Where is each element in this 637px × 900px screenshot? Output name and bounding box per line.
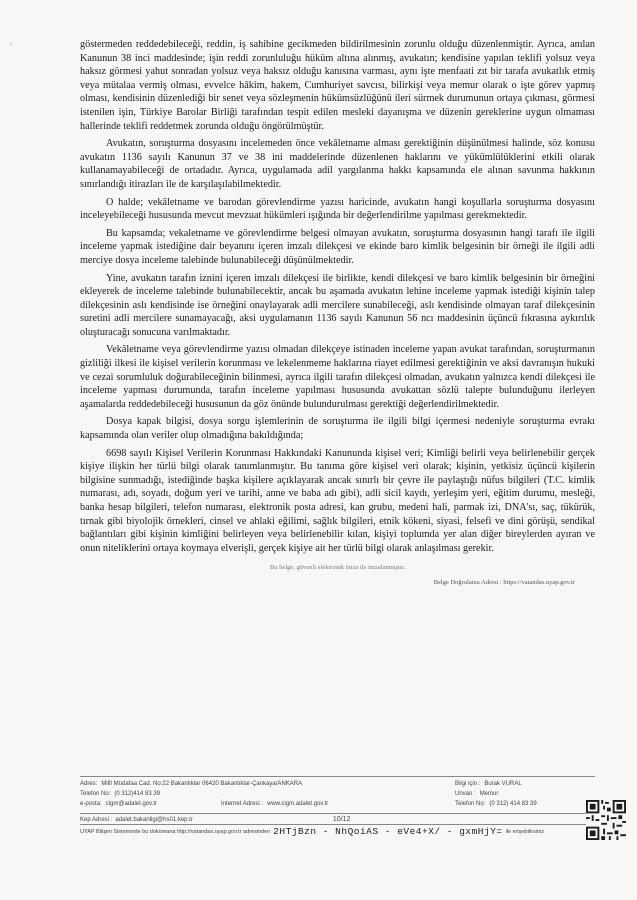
paragraph-2: Avukatın, soruşturma dosyasını incelemeden önce vekâletname alması gerektiğinin düşünülmesi halinde, söz konusu avukatın 1136 sayılı Kanunun 37 ve 38 ini maddelerinde düzenlenen haklarını ve yükümlülüklerini etkili olarak kullanamayabileceği de ortadadır. Ayrıca, uygulamada adil yargılanma hakkı kapsamında ele alınan savunma hakkının sınırlandığı itirazları ile de karşılaşılabilmektedir.	[80, 138, 595, 190]
address-label: Adres:	[80, 781, 98, 787]
email-label: e-posta:	[80, 801, 102, 807]
verification-label: Belge Doğrulama Adresi :	[433, 578, 502, 586]
info-label: Bilgi için :	[455, 781, 481, 787]
address-value: Millî Müdafaa Cad. No:22 Bakanlıklar 06420 Bakanlıklar-Çankaya/ANKARA	[101, 781, 303, 787]
phone-label: Telefon No:	[80, 791, 111, 797]
paragraph-4: Bu kapsamda; vekaletname ve görevlendirme belgesi olmayan avukatın, soruşturma dosyasının hangi tarafı ile ilgili inceleme yapmak istediğine dair beyanını içeren imzalı dilekçesi ve ekinde baro kimlik belgesinin bir örneği ile ilgili adli merciye dosya inceleme talebinde bulunabileceği düşünülmektedir.	[80, 227, 595, 266]
title-value: Memur	[479, 791, 499, 797]
uyap-access-post: ile erişebilirsiniz	[505, 828, 545, 835]
verification-line	[80, 576, 575, 590]
title-label: Unvan :	[455, 791, 476, 797]
phone2-label: Telefon No:	[455, 801, 486, 807]
kep-value: adalet.bakanligi@hs01.kep.tr	[115, 816, 193, 823]
paragraph-5: Yine, avukatın tarafın iznini içeren imzalı dilekçesi ile birlikte, kendi dilekçesi ve baro kimlik belgesinin bir örneğini ekleyerek de inceleme talebinde bulunabilecektir, ancak bu aşamada avukatın lehine inceleme yapmak istediği kişinin talep dilekçesinin aslı kendisinde ise örneğini onaylayarak adli mercilere sunabileceği, aslı kendisinde olmayan taraf dilekçesinin suretini adli mercilere sunamayacağı, aksi uygulamanın 1136 sayılı Kanunun 56 ncı maddesinin üçüncü fıkrasına aykırılık oluşturacağı sonucuna varılmaktadır.	[80, 272, 595, 338]
kep-label: Kep Adresi :	[80, 816, 113, 823]
paragraph-1: göstermeden reddedebileceği, reddin, iş sahibine gecikmeden bildirilmesinin zorunlu olduğu düzenlenmiştir. Ayrıca, anılan Kanunun 38 inci maddesinde; işin reddi zorunluluğu hüküm altına alınmış, avukatın; kendisine yapılan teklifi yolsuz veya haksız görmesi yahut sonradan yolsuz veya haksız olduğu kanısına varması, aynı işte menfaati zıt bir tarafa avukatlık etmiş veya mütalaa vermiş olması, evvelce hâkim, hakem, Cumhuriyet savcısı, bilirkişi veya memur olarak o işte görev yapmış olması, kendisinin düzenlediği bir senet veya sözleşmenin hükümsüzlüğünü ileri sürmek durumunun ortaya çıkması, görmesi istenilen işin, Türkiye Barolar Birliği tarafından tespit edilen mesleki dayanışma ve düzenin gereklerine uygun olmaması hallerinde teklifi reddetmek zorunda olduğu öngörülmüştür.	[80, 39, 595, 132]
paragraph-7: Dosya kapak bilgisi, dosya sorgu işlemlerinin de soruşturma ile ilgili bilgi içermesi nedeniyle soruşturma evrakı kapsamında olan veriler olup olmadığına bakıldığında;	[80, 416, 595, 442]
info-value: Burak VURAL	[484, 781, 522, 787]
footer-left	[80, 779, 328, 809]
phone-value: (0 312)414 83 39	[114, 791, 161, 797]
document-body	[80, 38, 595, 590]
web-value[interactable]: www.cigm.adalet.gov.tr	[267, 801, 329, 807]
document-footer	[80, 776, 595, 837]
kep-row	[80, 813, 595, 823]
uyap-access-line	[80, 824, 595, 837]
uyap-access-pre: UYAP Bilişim Sisteminde bu dokümana http://vatandas.uyap.gov.tr adresinden	[80, 828, 271, 835]
paragraph-3: O halde; vekâletname ve barodan görevlendirme yazısı haricinde, avukatın hangi koşullarla soruşturma dosyasını inceleyebileceği hususunda mevcut mevzuat hükümleri ışığında bir değerlendirilme yapılması gerekmektedir.	[80, 196, 595, 222]
paragraph-6: Vekâletname veya görevlendirme yazısı olmadan dilekçeye istinaden inceleme yapan avukat tarafından, soruşturmanın gizliliği ilkesi ile kişisel verilerin korunması ve lekelenmeme haklarına riayet edilmesi gerektiğinin ve aksi davranışın hukuki ve cezai sorumluluk doğurabileceğinin bilinmesi, ayrıca ilgili tarafın dilekçesi olmadan, avukatın yalnızca kendi dilekçesi ile inceleme yapması durumunda, tarafın inceleme yapılması hususunda avukattan sözlü talepte bulunduğunu ilerleyen aşamalarda reddedebileceği hususunun da göz önünde bulundurulması gerektiği değerlendirilmektedir.	[80, 344, 595, 410]
paragraph-8: 6698 sayılı Kişisel Verilerin Korunması Hakkındaki Kanununda kişisel veri; Kimliği belirli veya belirlenebilir gerçek kişiye ilişkin her türlü bilgi olarak tanımlanmıştır. Bu tanıma göre kişisel veri olarak; kişinin, yetkisiz üçüncü kişilerin bilgisine sunmadığı, istediğinde başka kişilere açıklayarak ancak sınırlı bir çevre ile paylaştığı nüfus bilgileri (T.C. kimlik numarası, adı, soyadı, doğum yeri ve tarihi, anne ve baba adı gibi), adli sicil kaydı, yerleşim yeri, eğitim durumu, mesleği, banka hesap bilgileri, telefon numarası, elektronik posta adresi, kan grubu, medeni hali, parmak izi, DNA'sı, saç, tükürük, tırnak gibi biyolojik örnekleri, cinsel ve ahlaki eğilimi, sağlık bilgileri, etnik kökeni, siyasi, felsefi ve dini görüşü, sendikal bağlantıları gibi kişinin kimliğini belirleyen veya belirlenebilir kılan, kişiyi toplumda yer alan diğer bireylerden ayıran ve onun niteliklerini ortaya koymaya elverişli, gerçek kişiye ait her türlü bilgi olarak anlaşılması gerekir.	[80, 447, 595, 554]
scan-edge-mark: '	[10, 42, 12, 52]
e-signature-note: Bu belge, güvenli elektronik imza ile imzalanmıştır.	[269, 564, 406, 572]
verification-code: 2HTjBzn - NhQoiAS - eVe4+X/ - gxmHjY=	[273, 826, 503, 837]
page-number: 10/12	[332, 816, 351, 823]
web-label: İnternet Adresi :	[221, 801, 264, 807]
verification-url[interactable]: https://vatandas.uyap.gov.tr	[503, 578, 575, 586]
phone2-value: (0 312) 414 83 39	[489, 801, 537, 807]
qr-code-icon	[586, 800, 626, 840]
email-value[interactable]: cigm@adalet.gov.tr	[105, 801, 158, 807]
footer-right	[455, 779, 595, 809]
